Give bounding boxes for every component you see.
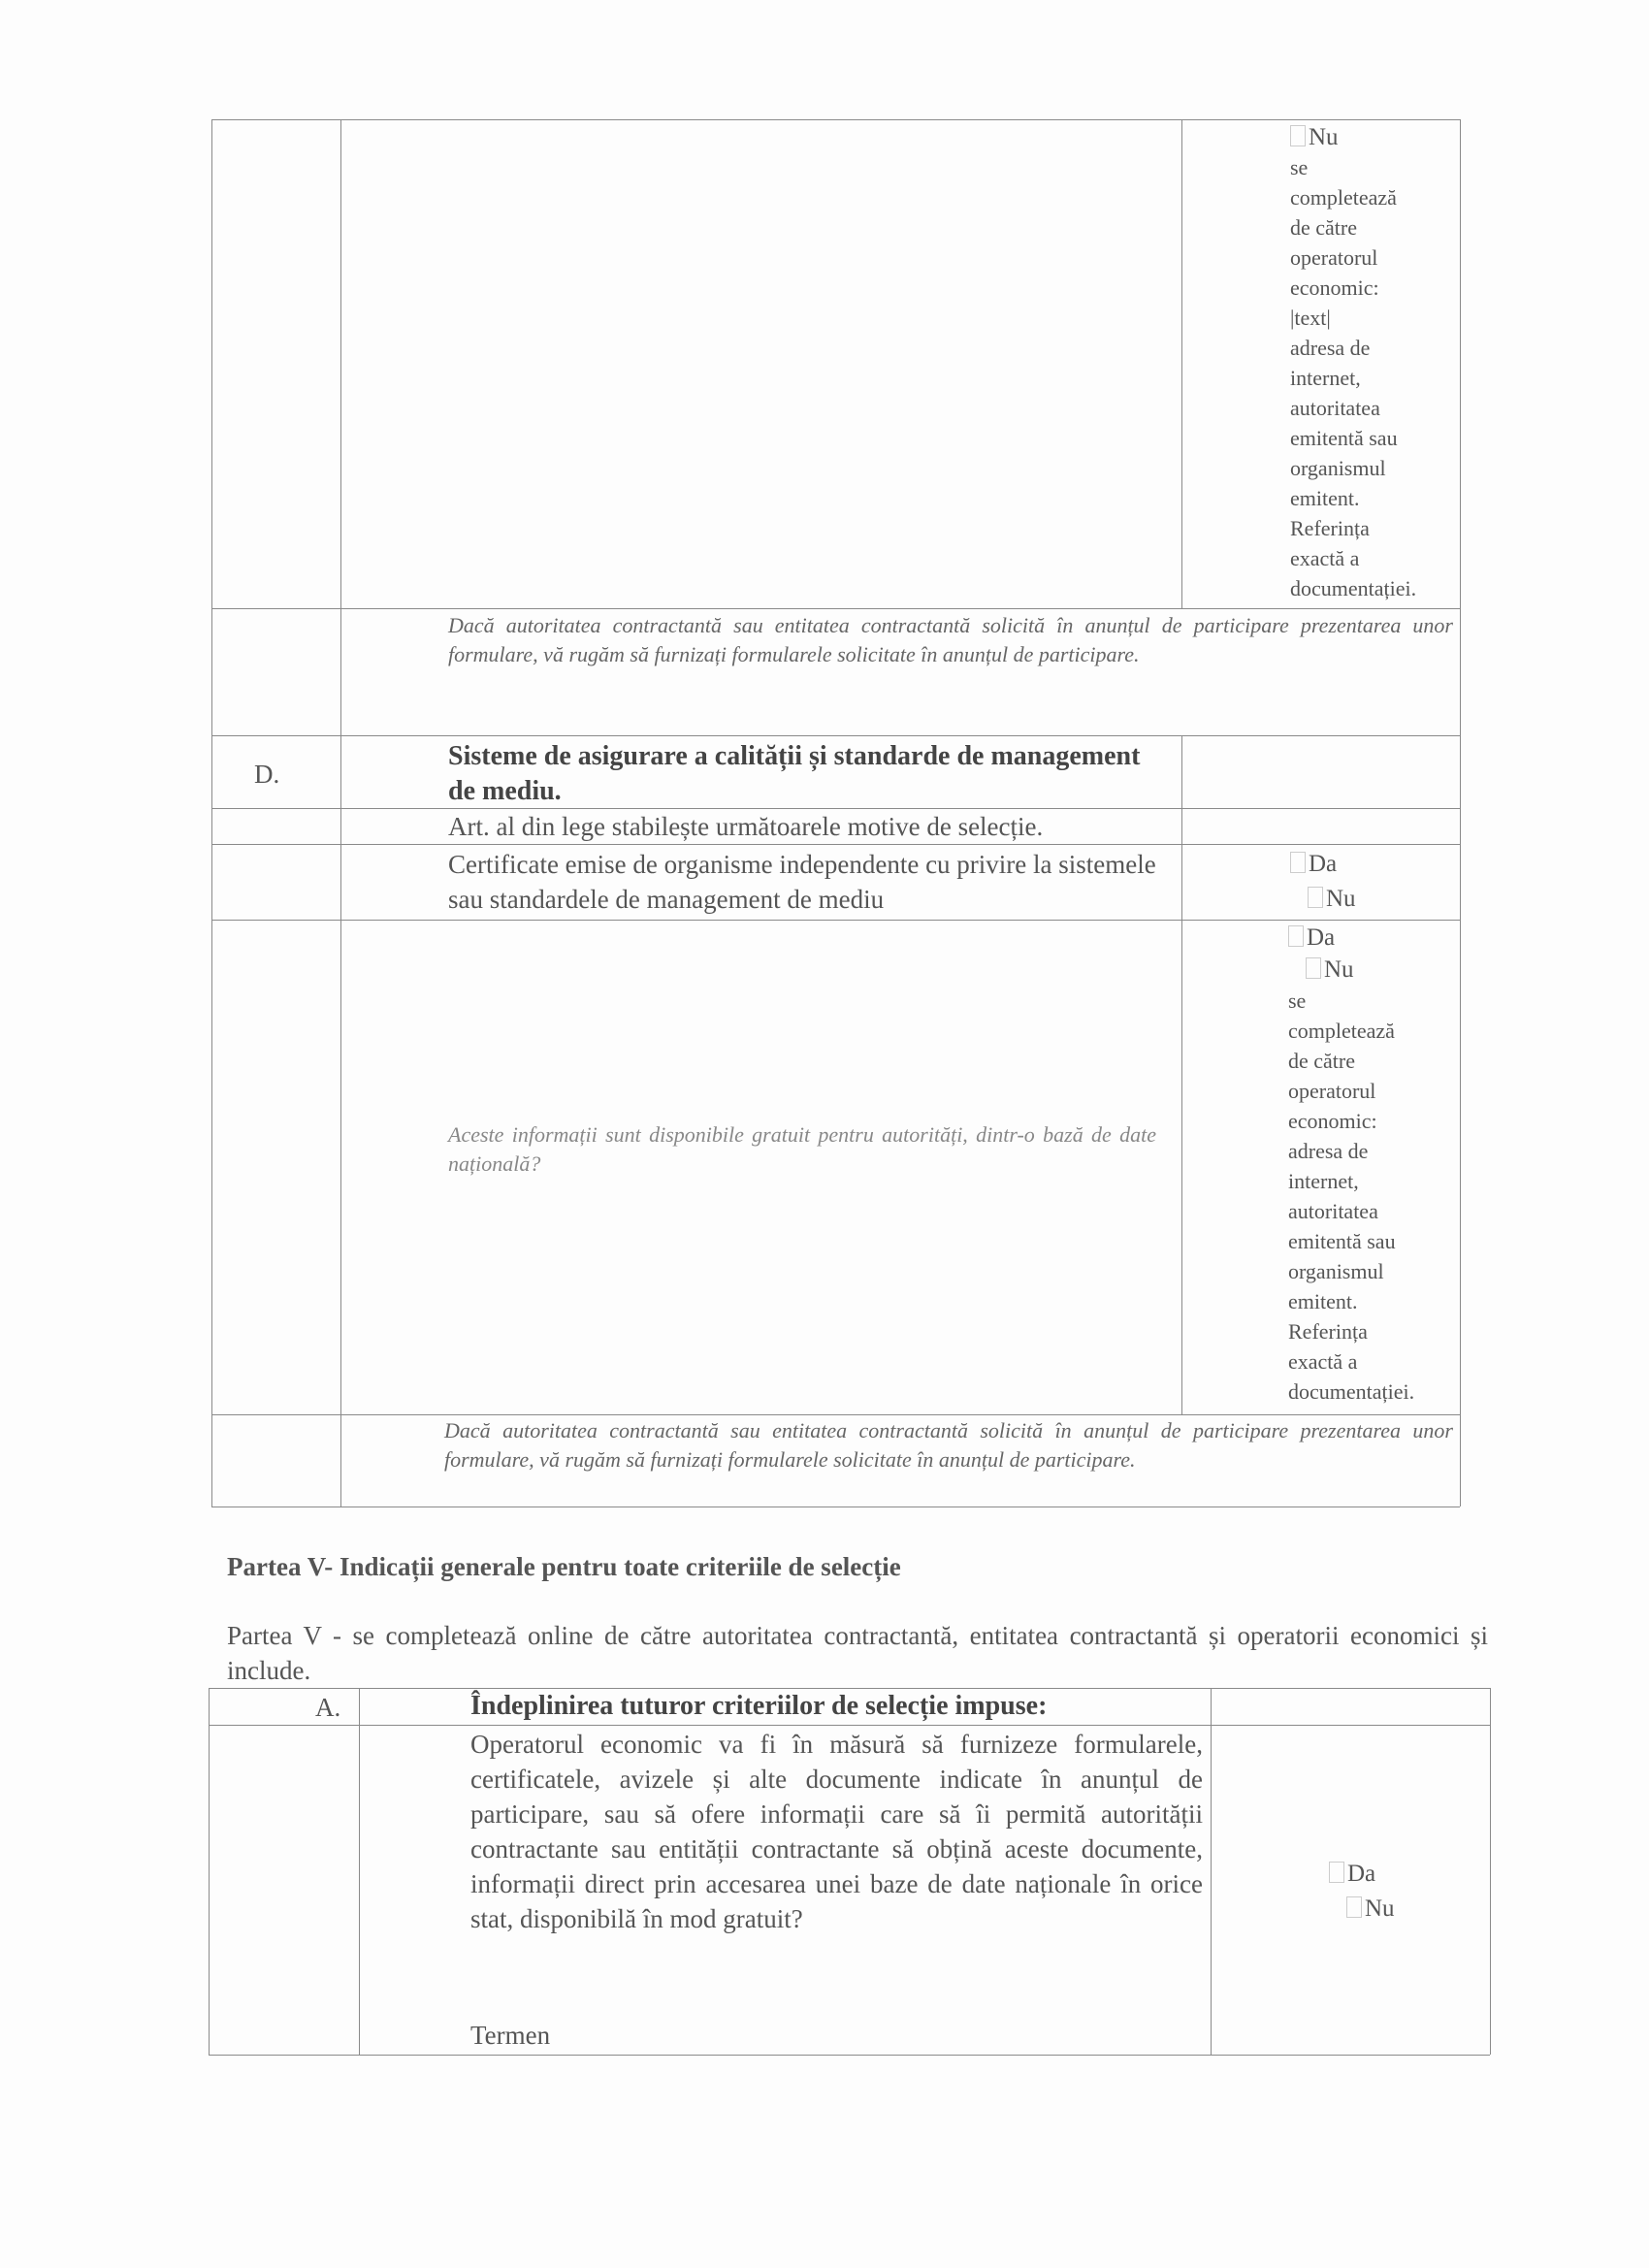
option-da[interactable]: [1288, 922, 1458, 954]
side-text-line: operatorul: [1290, 245, 1378, 270]
row-divider: [211, 920, 1460, 921]
side-text-line: emitent.: [1290, 486, 1360, 510]
side-text-line: emitentă sau: [1290, 426, 1398, 450]
side-text-line: completează: [1288, 1019, 1395, 1043]
side-text-line: exactă a: [1288, 1349, 1358, 1374]
side-text-line: completează: [1290, 185, 1397, 210]
side-text-line: exactă a: [1290, 546, 1360, 570]
column-divider: [1211, 1688, 1212, 2055]
checkbox[interactable]: [1308, 887, 1323, 908]
question-side-cell: [1288, 922, 1458, 1407]
part5-heading: Partea V- Indicații generale pentru toate criteriile de selecție: [227, 1552, 901, 1581]
option-da[interactable]: [1290, 847, 1356, 882]
column-divider: [1181, 119, 1182, 608]
criteria-options: [1329, 1857, 1395, 1927]
side-text: [1288, 986, 1458, 1407]
option-label: Nu: [1326, 886, 1356, 912]
side-text-line: documentației.: [1290, 576, 1417, 600]
art-text: Art. al din lege stabilește următoarele motive de selecție.: [448, 812, 1044, 841]
side-text-line: |text|: [1290, 306, 1331, 330]
option-label: Nu: [1365, 1895, 1395, 1922]
nu-option[interactable]: [1290, 122, 1457, 152]
table-border: [1490, 1688, 1491, 2055]
option-label: Nu: [1324, 956, 1354, 983]
cert-options: [1290, 847, 1356, 917]
forms-note: Dacă autoritatea contractantă sau entitatea contractantă solicită în anunțul de participare prezentarea unor formulare, vă rugăm să furnizați formularele solicitate în anunțul de participare.: [448, 613, 1453, 666]
row-divider: [211, 608, 1460, 609]
option-nu[interactable]: [1290, 882, 1356, 917]
side-text-line: Referința: [1288, 1319, 1368, 1344]
checkbox[interactable]: [1346, 1896, 1362, 1918]
cert-text: Certificate emise de organisme independente cu privire la sistemele sau standardele de management de mediu: [448, 850, 1156, 914]
row1-side-cell: [1290, 122, 1457, 603]
table-border: [211, 119, 1460, 120]
side-text-line: internet,: [1290, 366, 1361, 390]
table-border: [211, 119, 212, 1507]
option-da[interactable]: [1329, 1857, 1395, 1892]
side-text-line: autoritatea: [1288, 1199, 1378, 1223]
checkbox[interactable]: [1306, 957, 1321, 979]
table-border: [209, 2055, 1490, 2056]
row-divider: [209, 1725, 1490, 1726]
side-text-line: organismul: [1288, 1259, 1384, 1283]
side-text-line: autoritatea: [1290, 396, 1380, 420]
option-label: Da: [1309, 851, 1338, 877]
option-label: Da: [1307, 924, 1336, 951]
option-label: Da: [1347, 1861, 1376, 1887]
checkbox[interactable]: [1329, 1862, 1344, 1883]
side-text-line: Referința: [1290, 516, 1370, 540]
criteria-question: Operatorul economic va fi în măsură să furnizeze formularele, certificatele, avizele și alte documente indicate în anunțul de participare, sau să ofere informații care să îi permită autorității contractante sau entității contractante să obțină aceste documente, informații direct prin accesarea unei baze de date naționale în orice stat, disponibilă în mod gratuit?: [470, 1730, 1203, 1933]
side-text-line: organismul: [1290, 456, 1386, 480]
option-nu[interactable]: [1288, 954, 1458, 986]
side-text-line: se: [1288, 988, 1307, 1013]
row-divider: [211, 844, 1460, 845]
section-letter: A.: [315, 1693, 341, 1722]
side-text-line: internet,: [1288, 1169, 1359, 1193]
side-text-line: emitentă sau: [1288, 1229, 1396, 1253]
section-title: Sisteme de asigurare a calității și standarde de management de mediu.: [448, 741, 1141, 806]
side-text-line: emitent.: [1288, 1289, 1358, 1313]
row-divider: [211, 1414, 1460, 1415]
side-text-line: adresa de: [1288, 1139, 1369, 1163]
section-letter: D.: [254, 760, 280, 789]
side-text-line: economic:: [1290, 275, 1379, 300]
table-border: [209, 1688, 210, 2055]
option-label: Nu: [1309, 124, 1339, 150]
side-text-line: de către: [1290, 215, 1357, 240]
database-question: Aceste informații sunt disponibile gratuit pentru autorități, dintr-o bază de date națională?: [448, 1122, 1156, 1176]
side-text-line: operatorul: [1288, 1079, 1376, 1103]
side-text-line: economic:: [1288, 1109, 1377, 1133]
table-border: [1460, 119, 1461, 1507]
forms-note: Dacă autoritatea contractantă sau entitatea contractantă solicită în anunțul de participare prezentarea unor formulare, vă rugăm să furnizați formularele solicitate în anunțul de participare.: [444, 1418, 1453, 1472]
row-divider: [211, 735, 1460, 736]
checkbox[interactable]: [1290, 852, 1306, 873]
side-text-line: documentației.: [1288, 1379, 1415, 1404]
side-text: [1290, 152, 1457, 603]
checkbox[interactable]: [1290, 125, 1306, 146]
column-divider: [359, 1688, 360, 2055]
option-nu[interactable]: [1329, 1892, 1395, 1927]
column-divider: [1181, 735, 1182, 1414]
column-divider: [340, 119, 341, 1507]
side-text-line: se: [1290, 155, 1309, 179]
checkbox[interactable]: [1288, 925, 1304, 947]
side-text-line: adresa de: [1290, 336, 1371, 360]
part5-intro: Partea V - se completează online de către autoritatea contractantă, entitatea contractantă și operatorii economici și include.: [227, 1621, 1488, 1685]
section-title: Îndeplinirea tuturor criteriilor de selecție impuse:: [470, 1691, 1048, 1721]
side-text-line: de către: [1288, 1049, 1355, 1073]
term-label: Termen: [470, 2021, 551, 2050]
